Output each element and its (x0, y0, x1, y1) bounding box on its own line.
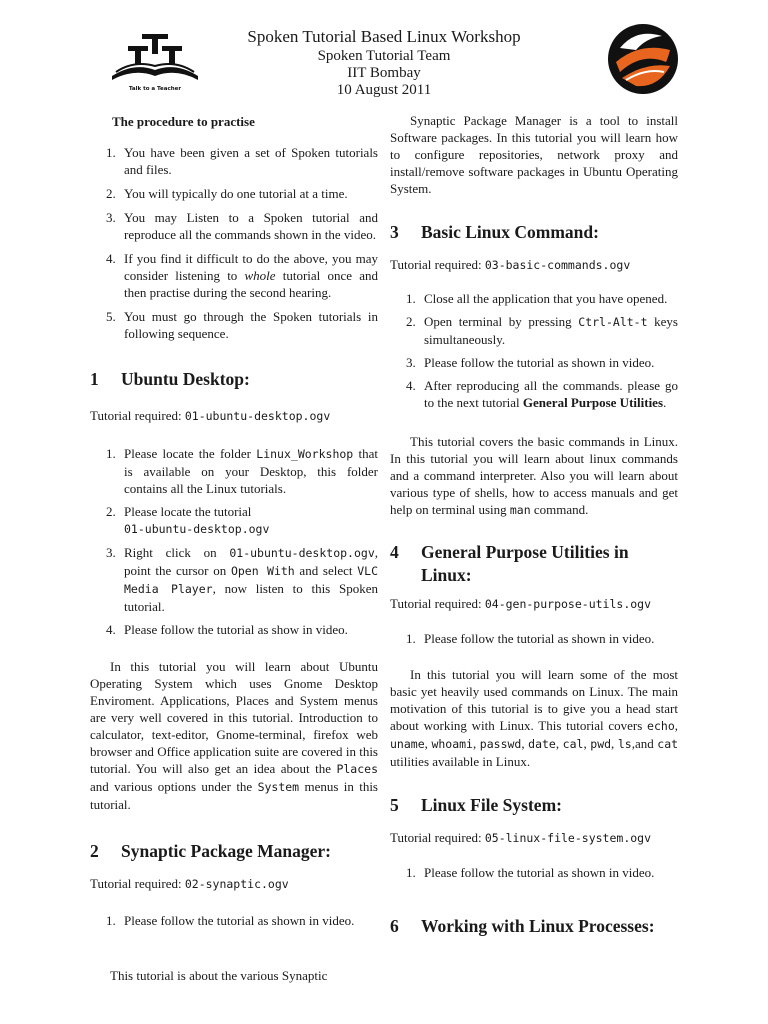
section-list (90, 912, 378, 929)
section-heading: 4 General Purpose Utilities in Linux: (390, 542, 629, 585)
section-heading: 3 Basic Linux Command: (390, 222, 599, 242)
list-item: 5. You must go through the Spoken tutorials in following sequence. (106, 309, 378, 341)
logo-caption: Talk to a Teacher (128, 86, 182, 92)
section-paragraph: This tutorial covers the basic commands in Linux. In this tutorial you will learn about linux commands and a command interpreter. Also you will learn about various type of shells, how to access manuals and get help on terminal using man command. (390, 434, 678, 517)
section-paragraph: In this tutorial you will learn about Ubuntu Operating System which uses Gnome Desktop Enviroment. Applications, Places and System menus are very well covered in this tutorial. Introduction to calculator, text-editor, Gnome-terminal, firefox web browser and Office application suite are covered in this tutorial. You will also get an idea about the Places and various options under the System menus in this tutorial. (90, 659, 378, 812)
list-item: 1. Close all the application that you have opened. (406, 291, 668, 306)
section-heading: 6 Working with Linux Processes: (390, 916, 655, 936)
document-title: Spoken Tutorial Based Linux Workshop (247, 27, 521, 46)
section-list (90, 445, 378, 638)
list-item: 3. Right click on 01-ubuntu-desktop.ogv, point the cursor on Open With and select VLC Media Player, now listen to this Spoken tutorial. (106, 545, 378, 614)
list-item: 3. You may Listen to a Spoken tutorial and reproduce all the commands shown in the video. (106, 210, 378, 242)
list-item: 1. Please follow the tutorial as shown in video. (406, 631, 655, 646)
tutorial-required: Tutorial required: 01-ubuntu-desktop.ogv (90, 408, 331, 423)
list-item: 1. Please locate the folder Linux_Workshop that is available on your Desktop, this folder contains all the Linux tutorials. (106, 446, 378, 496)
section-paragraph: In this tutorial you will learn some of the most basic yet heavily used commands on Linux. The main motivation of this tutorial is to give you a head start about working with Linux. This tutorial covers echo, uname, whoami, passwd, date, cal, pwd, ls,and cat utilities available in Linux. (390, 667, 679, 769)
list-item: 4. Please follow the tutorial as show in video. (106, 622, 348, 637)
procedure-list (90, 144, 378, 342)
institute-name: IIT Bombay (347, 65, 421, 81)
section-heading: 2 Synaptic Package Manager: (90, 841, 331, 861)
left-column (90, 110, 378, 984)
list-item: 4. If you find it difficult to do the above, you may consider listening to whole tutorial once and then practise during the second hearing. (106, 251, 378, 300)
list-item: 2. Please locate the tutorial 01-ubuntu-desktop.ogv (106, 504, 270, 536)
tutorial-required: Tutorial required: 05-linux-file-system.ogv (390, 830, 652, 845)
list-item: 2. Open terminal by pressing Ctrl-Alt-t keys simultaneously. (406, 314, 678, 347)
procedure-title: The procedure to practise (112, 114, 255, 129)
list-item: 3. Please follow the tutorial as shown in video. (406, 355, 655, 370)
tutorial-required: Tutorial required: 03-basic-commands.ogv (390, 257, 631, 272)
section-heading: 1 Ubuntu Desktop: (90, 369, 250, 389)
list-item: 1. Please follow the tutorial as shown in video. (406, 865, 655, 880)
talk-to-a-teacher-logo (108, 32, 202, 94)
section-list (390, 864, 678, 881)
section-list (390, 290, 678, 411)
tutorial-required: Tutorial required: 04-gen-purpose-utils.ogv (390, 596, 652, 611)
tutorial-required: Tutorial required: 02-synaptic.ogv (90, 876, 289, 891)
spoken-tutorial-logo (606, 22, 680, 96)
list-item: 4. After reproducing all the commands. please go to the next tutorial General Purpose Utilities. (406, 378, 678, 410)
section-paragraph: Synaptic Package Manager is a tool to install Software packages. In this tutorial you will learn how to configure repositories, network proxy and install/remove software packages in Ubuntu Operating System. (390, 113, 678, 196)
list-item: 1. You have been given a set of Spoken tutorials and files. (106, 145, 378, 177)
section-paragraph: This tutorial is about the various Synaptic (110, 968, 328, 983)
right-column (390, 112, 678, 938)
section-heading: 5 Linux File System: (390, 795, 562, 815)
section-list (390, 630, 678, 647)
team-name: Spoken Tutorial Team (317, 48, 451, 64)
list-item: 2. You will typically do one tutorial at a time. (106, 186, 348, 201)
document-date: 10 August 2011 (336, 82, 432, 98)
list-item: 1. Please follow the tutorial as shown in video. (106, 913, 355, 928)
